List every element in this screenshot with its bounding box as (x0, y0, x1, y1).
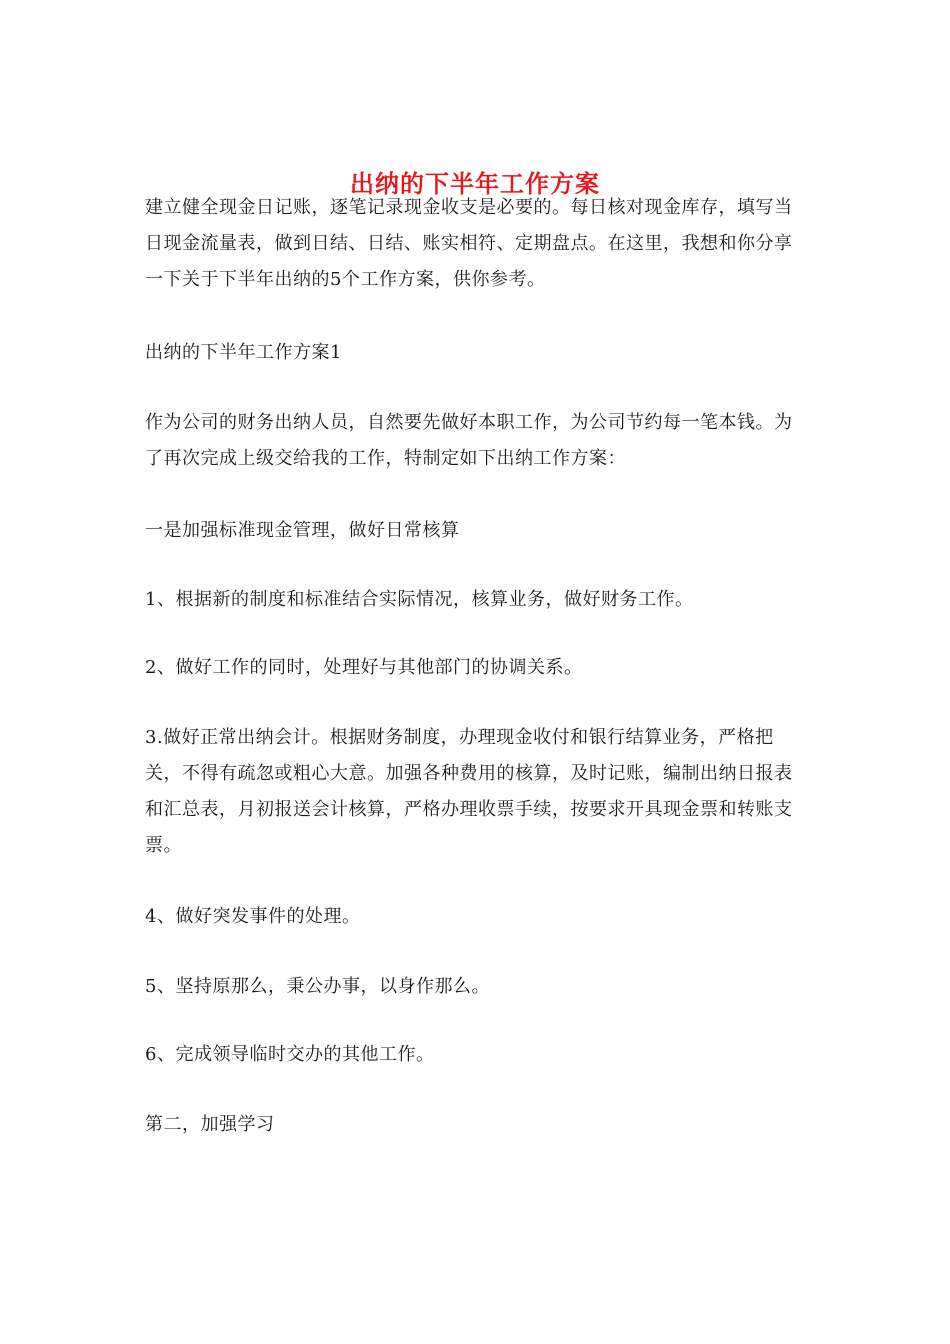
plan-intro-paragraph: 作为公司的财务出纳人员，自然要先做好本职工作，为公司节约每一笔本钱。为了再次完成上级交给我的工作，特制定如下出纳工作方案： (145, 412, 793, 469)
list-item-5: 5、坚持原那么，秉公办事，以身作那么。 (145, 976, 490, 997)
section-heading-plan-1: 出纳的下半年工作方案1 (145, 342, 342, 363)
document-title: 出纳的下半年工作方案 (350, 170, 600, 199)
intro-paragraph: 建立健全现金日记账，逐笔记录现金收支是必要的。每日核对现金库存，填写当日现金流量表，做到日结、日结、账实相符、定期盘点。在这里，我想和你分享一下关于下半年出纳的5个工作方案，供你参考。 (145, 197, 793, 290)
list-item-1: 1、根据新的制度和标准结合实际情况，核算业务，做好财务工作。 (145, 589, 694, 610)
list-item-4: 4、做好突发事件的处理。 (145, 906, 361, 927)
list-item-3: 3.做好正常出纳会计。根据财务制度，办理现金收付和银行结算业务，严格把关，不得有疏忽或粗心大意。加强各种费用的核算，及时记账，编制出纳日报表和汇总表，月初报送会计核算，严格办理收票手续，按要求开具现金票和转账支票。 (145, 727, 793, 856)
list-item-6: 6、完成领导临时交办的其他工作。 (145, 1044, 435, 1065)
list-item-2: 2、做好工作的同时，处理好与其他部门的协调关系。 (145, 657, 583, 678)
section-heading-study: 第二，加强学习 (145, 1114, 275, 1135)
section-heading-cash-management: 一是加强标准现金管理，做好日常核算 (145, 520, 460, 541)
